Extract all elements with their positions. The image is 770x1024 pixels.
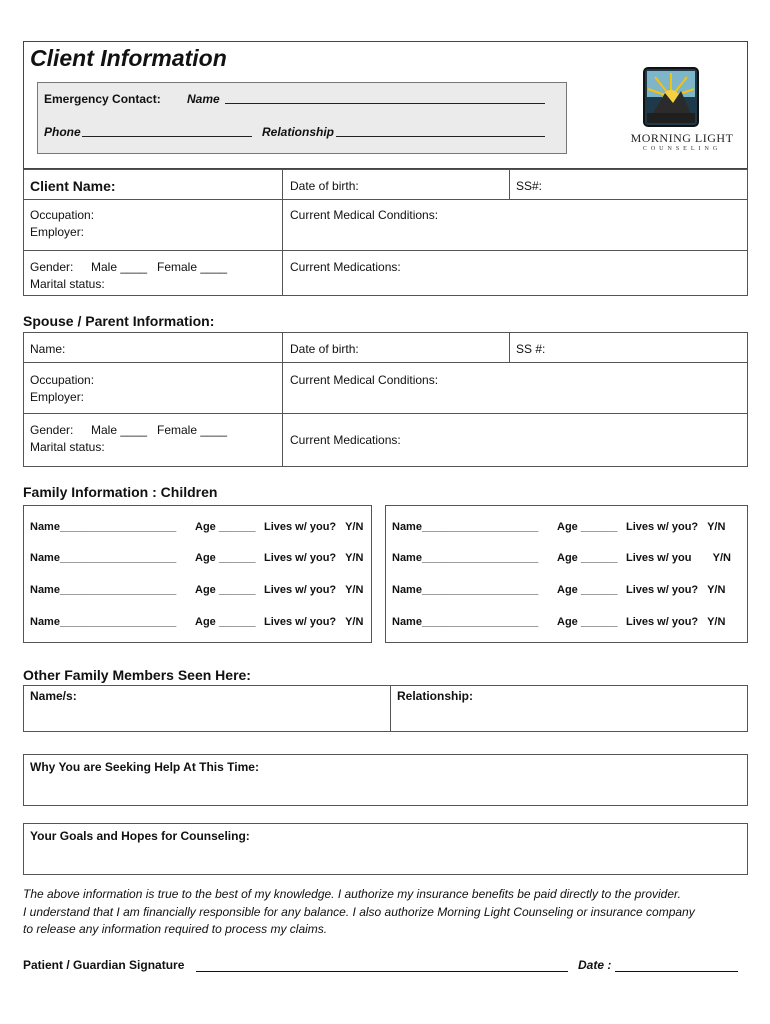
child-lives-field[interactable]: Lives w/ you? Y/N — [264, 552, 364, 564]
spouse-name-cell[interactable] — [23, 332, 283, 363]
spouse-conditions-cell[interactable] — [282, 362, 748, 414]
children-right-box — [385, 505, 748, 643]
child-lives-field[interactable]: Lives w/ you Y/N — [626, 552, 731, 564]
child-age-field[interactable]: Age ______ — [195, 521, 256, 533]
child-age-field[interactable]: Age ______ — [195, 584, 256, 596]
emergency-name-label: Name — [187, 92, 220, 106]
spouse-medications-label: Current Medications: — [290, 433, 401, 447]
spouse-employer-label: Employer: — [30, 390, 85, 404]
client-medications-cell[interactable] — [282, 250, 748, 296]
children-left-box — [23, 505, 372, 643]
why-seeking-help-label: Why You are Seeking Help At This Time: — [30, 760, 259, 774]
child-age-field[interactable]: Age ______ — [557, 521, 618, 533]
statement-line-1: The above information is true to the best of my knowledge. I authorize my insurance benefits be paid directly to the provider. — [23, 887, 681, 901]
client-gender-cell[interactable] — [23, 250, 283, 296]
client-ss-cell[interactable] — [509, 169, 748, 200]
emergency-phone-line[interactable] — [82, 136, 252, 137]
child-name-field[interactable]: Name___________________ — [30, 584, 177, 596]
emergency-relationship-label: Relationship — [262, 125, 335, 139]
client-medications-label: Current Medications: — [290, 260, 401, 274]
goals-box[interactable] — [23, 823, 748, 875]
spouse-medications-cell[interactable] — [282, 413, 748, 467]
spouse-male-option[interactable]: Male ____ — [91, 423, 148, 437]
spouse-gender-label: Gender: — [30, 423, 74, 437]
logo-subtitle: COUNSELING — [642, 146, 722, 152]
spouse-dob-cell[interactable] — [282, 332, 510, 363]
child-name-field[interactable]: Name___________________ — [30, 521, 177, 533]
emergency-contact-label: Emergency Contact: — [44, 92, 161, 106]
spouse-ss-label: SS #: — [516, 342, 546, 356]
spouse-gender-cell[interactable] — [23, 413, 283, 467]
child-lives-field[interactable]: Lives w/ you? Y/N — [626, 521, 726, 533]
family-section-title: Family Information : Children — [23, 484, 218, 500]
page-title: Client Information — [30, 45, 227, 71]
client-marital-label: Marital status: — [30, 277, 105, 291]
child-name-field[interactable]: Name___________________ — [30, 616, 177, 628]
statement-line-3: to release any information required to process my claims. — [23, 922, 328, 936]
child-lives-field[interactable]: Lives w/ you? Y/N — [264, 616, 364, 628]
child-name-field[interactable]: Name___________________ — [392, 521, 539, 533]
goals-label: Your Goals and Hopes for Counseling: — [30, 829, 250, 843]
child-name-field[interactable]: Name___________________ — [392, 584, 539, 596]
sunrise-mountain-icon — [643, 67, 699, 127]
client-occupation-label: Occupation: — [30, 208, 95, 222]
emergency-contact-box — [37, 82, 567, 154]
client-ss-label: SS#: — [516, 179, 543, 193]
client-gender-label: Gender: — [30, 260, 74, 274]
other-relationship-label: Relationship: — [397, 689, 474, 703]
spouse-name-label: Name: — [30, 342, 66, 356]
client-name-label: Client Name: — [30, 178, 116, 194]
header-box — [23, 41, 748, 169]
child-name-field[interactable]: Name___________________ — [30, 552, 177, 564]
client-dob-label: Date of birth: — [290, 179, 359, 193]
client-conditions-cell[interactable] — [282, 199, 748, 251]
child-age-field[interactable]: Age ______ — [195, 616, 256, 628]
logo-name: MORNING LIGHT — [630, 131, 734, 145]
signature-line[interactable] — [196, 971, 568, 972]
logo — [621, 65, 743, 155]
statement-line-2: I understand that I am financially responsible for any balance. I also authorize Morning Light Counseling or insurance company — [23, 905, 695, 919]
client-dob-cell[interactable] — [282, 169, 510, 200]
spouse-female-option[interactable]: Female ____ — [157, 423, 228, 437]
other-names-cell[interactable] — [23, 685, 391, 732]
child-name-field[interactable]: Name___________________ — [392, 552, 539, 564]
other-family-section-title: Other Family Members Seen Here: — [23, 667, 251, 683]
child-lives-field[interactable]: Lives w/ you? Y/N — [626, 584, 726, 596]
child-name-field[interactable]: Name___________________ — [392, 616, 539, 628]
why-seeking-help-box[interactable] — [23, 754, 748, 806]
date-line[interactable] — [615, 971, 738, 972]
child-age-field[interactable]: Age ______ — [195, 552, 256, 564]
child-lives-field[interactable]: Lives w/ you? Y/N — [264, 521, 364, 533]
spouse-marital-label: Marital status: — [30, 440, 105, 454]
spouse-ss-cell[interactable] — [509, 332, 748, 363]
child-lives-field[interactable]: Lives w/ you? Y/N — [264, 584, 364, 596]
client-female-option[interactable]: Female ____ — [157, 260, 228, 274]
child-age-field[interactable]: Age ______ — [557, 552, 618, 564]
client-male-option[interactable]: Male ____ — [91, 260, 148, 274]
emergency-phone-label: Phone — [44, 125, 81, 139]
client-occupation-cell[interactable] — [23, 199, 283, 251]
spouse-dob-label: Date of birth: — [290, 342, 359, 356]
client-employer-label: Employer: — [30, 225, 85, 239]
child-age-field[interactable]: Age ______ — [557, 616, 618, 628]
client-conditions-label: Current Medical Conditions: — [290, 208, 439, 222]
signature-label: Patient / Guardian Signature — [23, 958, 185, 972]
spouse-conditions-label: Current Medical Conditions: — [290, 373, 439, 387]
emergency-name-line[interactable] — [225, 103, 545, 104]
spouse-occupation-cell[interactable] — [23, 362, 283, 414]
child-lives-field[interactable]: Lives w/ you? Y/N — [626, 616, 726, 628]
spouse-occupation-label: Occupation: — [30, 373, 95, 387]
child-age-field[interactable]: Age ______ — [557, 584, 618, 596]
date-label: Date : — [578, 958, 612, 972]
other-names-label: Name/s: — [30, 689, 77, 703]
spouse-section-title: Spouse / Parent Information: — [23, 313, 215, 329]
other-relationship-cell[interactable] — [390, 685, 748, 732]
client-name-cell[interactable] — [23, 169, 283, 200]
emergency-relationship-line[interactable] — [336, 136, 545, 137]
